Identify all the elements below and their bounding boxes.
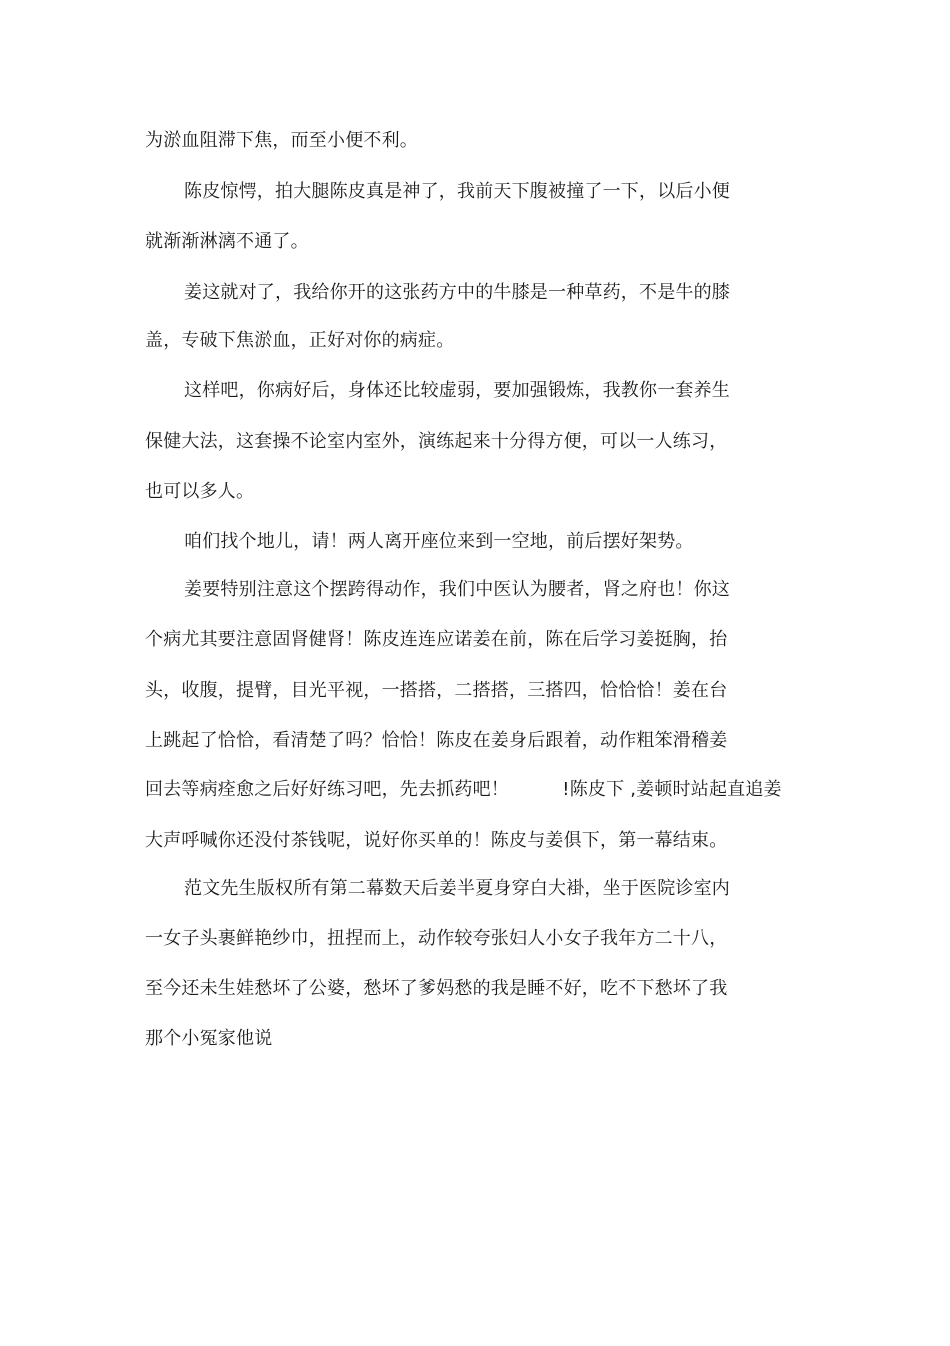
text-line: 至今还未生娃愁坏了公婆，愁坏了爹妈愁的我是睡不好，吃不下愁坏了我 (145, 978, 728, 999)
text-line: 那个小冤家他说 (145, 1028, 273, 1049)
text-line: 上跳起了恰恰，看清楚了吗？恰恰！陈皮在姜身后跟着，动作粗笨滑稽姜 (145, 730, 728, 751)
paragraph-start-line: 咱们找个地儿，请！两人离开座位来到一空地，前后摆好架势。 (184, 531, 694, 552)
text-line: 盖，专破下焦淤血，正好对你的病症。 (145, 330, 455, 351)
paragraph-start-line: 陈皮惊愕，拍大腿陈皮真是神了，我前天下腹被撞了一下，以后小便 (184, 181, 730, 202)
text-line: 就渐渐淋漓不通了。 (145, 231, 309, 252)
text-line: 一女子头裹鲜艳纱巾，扭捏而上，动作较夸张妇人小女子我年方二十八， (145, 928, 728, 949)
paragraph-start-line: 姜要特别注意这个摆跨得动作，我们中医认为腰者，肾之府也！你这 (184, 579, 730, 600)
paragraph-start-line: 范文先生版权所有第二幕数天后姜半夏身穿白大褂，坐于医院诊室内 (184, 878, 730, 899)
text-line: 保健大法，这套操不论室内室外，演练起来十分得方便，可以一人练习， (145, 431, 728, 452)
text-line: 回去等病痊愈之后好好练习吧，先去抓药吧！ !陈皮下 ,姜顿时站起直追姜 (145, 779, 782, 800)
text-line: 也可以多人。 (145, 481, 255, 502)
text-line: 为淤血阻滞下焦，而至小便不利。 (145, 130, 418, 151)
paragraph-start-line: 姜这就对了，我给你开的这张药方中的牛膝是一种草药，不是牛的膝 (184, 282, 730, 303)
text-line: 个病尤其要注意固肾健肾！陈皮连连应诺姜在前，陈在后学习姜挺胸，抬 (145, 629, 728, 650)
paragraph-start-line: 这样吧，你病好后，身体还比较虚弱，要加强锻炼，我教你一套养生 (184, 380, 730, 401)
text-line: 头，收腹，提臂，目光平视，一搭搭，二搭搭，三搭四，恰恰恰！姜在台 (145, 680, 728, 701)
text-line: 大声呼喊你还没付茶钱呢，说好你买单的！陈皮与姜俱下，第一幕结束。 (145, 830, 728, 851)
